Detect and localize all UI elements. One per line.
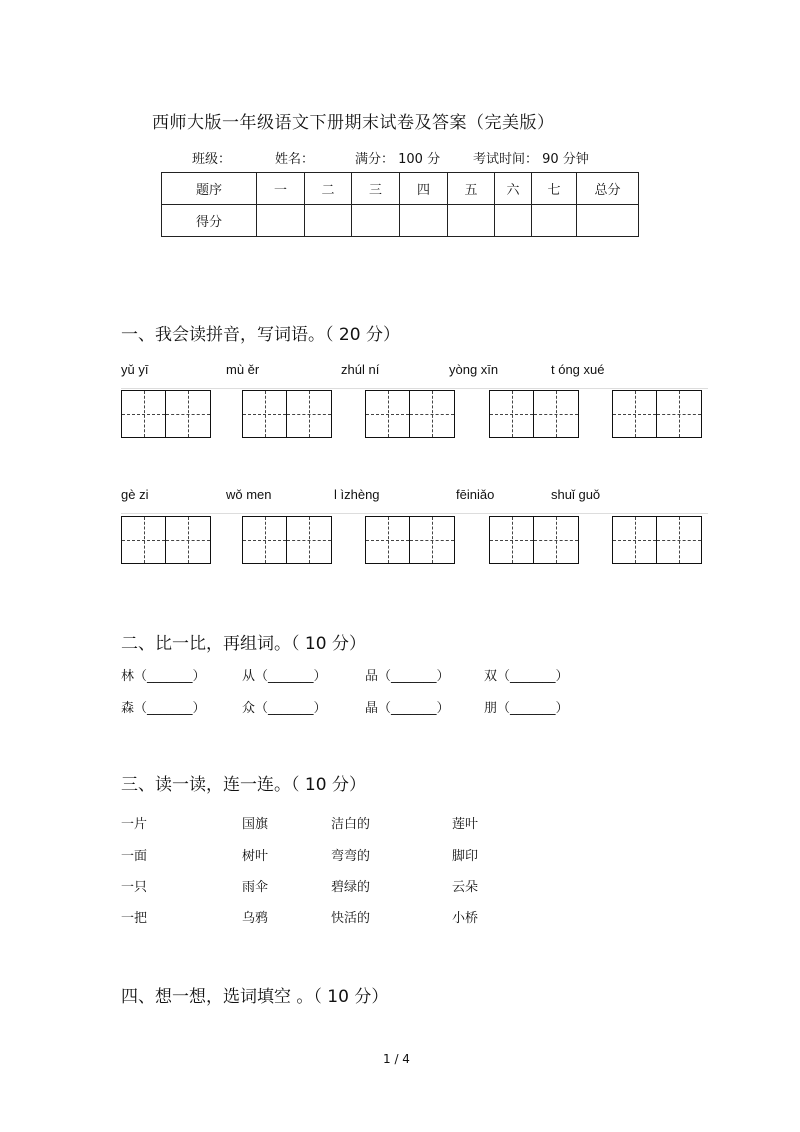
table-cell: 五	[448, 173, 495, 205]
match-item[interactable]: 雨伞	[242, 880, 269, 895]
match-item[interactable]: 脚印	[452, 849, 479, 864]
pinyin-label: l ìzhèng	[334, 487, 380, 502]
table-cell: 得分	[162, 205, 257, 237]
pinyin-label: mù ěr	[226, 362, 260, 377]
pinyin-label: zhúl ní	[341, 362, 380, 377]
match-item[interactable]: 一只	[121, 880, 148, 895]
writing-grid[interactable]	[242, 390, 332, 438]
class-label: 班级：	[192, 152, 232, 167]
match-item[interactable]: 快活的	[331, 911, 371, 926]
word-blank[interactable]: 双（_______）	[484, 669, 569, 684]
score-input-cell[interactable]	[257, 205, 305, 237]
page-title: 西师大版一年级语文下册期末试卷及答案（完美版）	[152, 113, 555, 133]
pinyin-label: yòng xīn	[449, 362, 499, 377]
table-cell: 一	[257, 173, 305, 205]
section4-heading: 四、想一想，选词填空 。（ 10 分）	[121, 987, 389, 1007]
score-input-cell[interactable]	[532, 205, 577, 237]
score-input-cell[interactable]	[495, 205, 532, 237]
full-score: 满分： 100 分	[355, 152, 441, 167]
word-blank[interactable]: 林（_______）	[121, 669, 206, 684]
score-input-cell[interactable]	[352, 205, 400, 237]
match-item[interactable]: 乌鸦	[242, 911, 269, 926]
word-blank[interactable]: 森（_______）	[121, 701, 206, 716]
score-input-cell[interactable]	[305, 205, 352, 237]
name-label: 姓名：	[275, 152, 315, 167]
pinyin-label: wǒ men	[226, 487, 272, 502]
score-table	[161, 172, 639, 237]
pinyin-label: gè zi	[121, 487, 149, 502]
score-input-cell[interactable]	[448, 205, 495, 237]
page-number: 1 / 4	[383, 1052, 410, 1066]
writing-grid[interactable]	[612, 390, 702, 438]
match-item[interactable]: 云朵	[452, 880, 479, 895]
match-item[interactable]: 树叶	[242, 849, 269, 864]
match-item[interactable]: 一片	[121, 817, 148, 832]
table-cell: 三	[352, 173, 400, 205]
writing-grid[interactable]	[365, 516, 455, 564]
table-cell: 二	[305, 173, 352, 205]
writing-grid[interactable]	[489, 516, 579, 564]
writing-grid[interactable]	[242, 516, 332, 564]
writing-grid[interactable]	[121, 516, 211, 564]
pinyin-label: shuǐ guǒ	[551, 487, 601, 502]
match-item[interactable]: 一面	[121, 849, 148, 864]
word-blank[interactable]: 晶（_______）	[365, 701, 450, 716]
word-blank[interactable]: 品（_______）	[365, 669, 450, 684]
section2-heading: 二、比一比，再组词。（ 10 分）	[121, 634, 366, 654]
writing-grid[interactable]	[365, 390, 455, 438]
section3-heading: 三、读一读，连一连。（ 10 分）	[121, 775, 366, 795]
word-blank[interactable]: 朋（_______）	[484, 701, 569, 716]
score-table-score-row	[162, 205, 639, 237]
score-input-cell[interactable]	[400, 205, 448, 237]
exam-time: 考试时间： 90 分钟	[473, 152, 589, 167]
match-item[interactable]: 弯弯的	[331, 849, 371, 864]
match-item[interactable]: 碧绿的	[331, 880, 371, 895]
table-cell: 六	[495, 173, 532, 205]
table-cell: 题序	[162, 173, 257, 205]
section1-heading: 一、我会读拼音，写词语。（ 20 分）	[121, 325, 400, 345]
writing-grid[interactable]	[121, 390, 211, 438]
word-blank[interactable]: 众（_______）	[242, 701, 327, 716]
table-cell: 七	[532, 173, 577, 205]
match-item[interactable]: 国旗	[242, 817, 269, 832]
pinyin-label: t óng xué	[551, 362, 605, 377]
word-blank[interactable]: 从（_______）	[242, 669, 327, 684]
match-item[interactable]: 莲叶	[452, 817, 479, 832]
score-table-header-row	[162, 173, 639, 205]
match-item[interactable]: 洁白的	[331, 817, 371, 832]
table-cell: 四	[400, 173, 448, 205]
pinyin-label: yǔ yī	[121, 362, 149, 377]
match-item[interactable]: 小桥	[452, 911, 479, 926]
match-item[interactable]: 一把	[121, 911, 148, 926]
writing-grid[interactable]	[612, 516, 702, 564]
writing-grid[interactable]	[489, 390, 579, 438]
score-input-cell[interactable]	[577, 205, 639, 237]
pinyin-label: fēiniǎo	[456, 487, 495, 502]
table-cell: 总分	[577, 173, 639, 205]
